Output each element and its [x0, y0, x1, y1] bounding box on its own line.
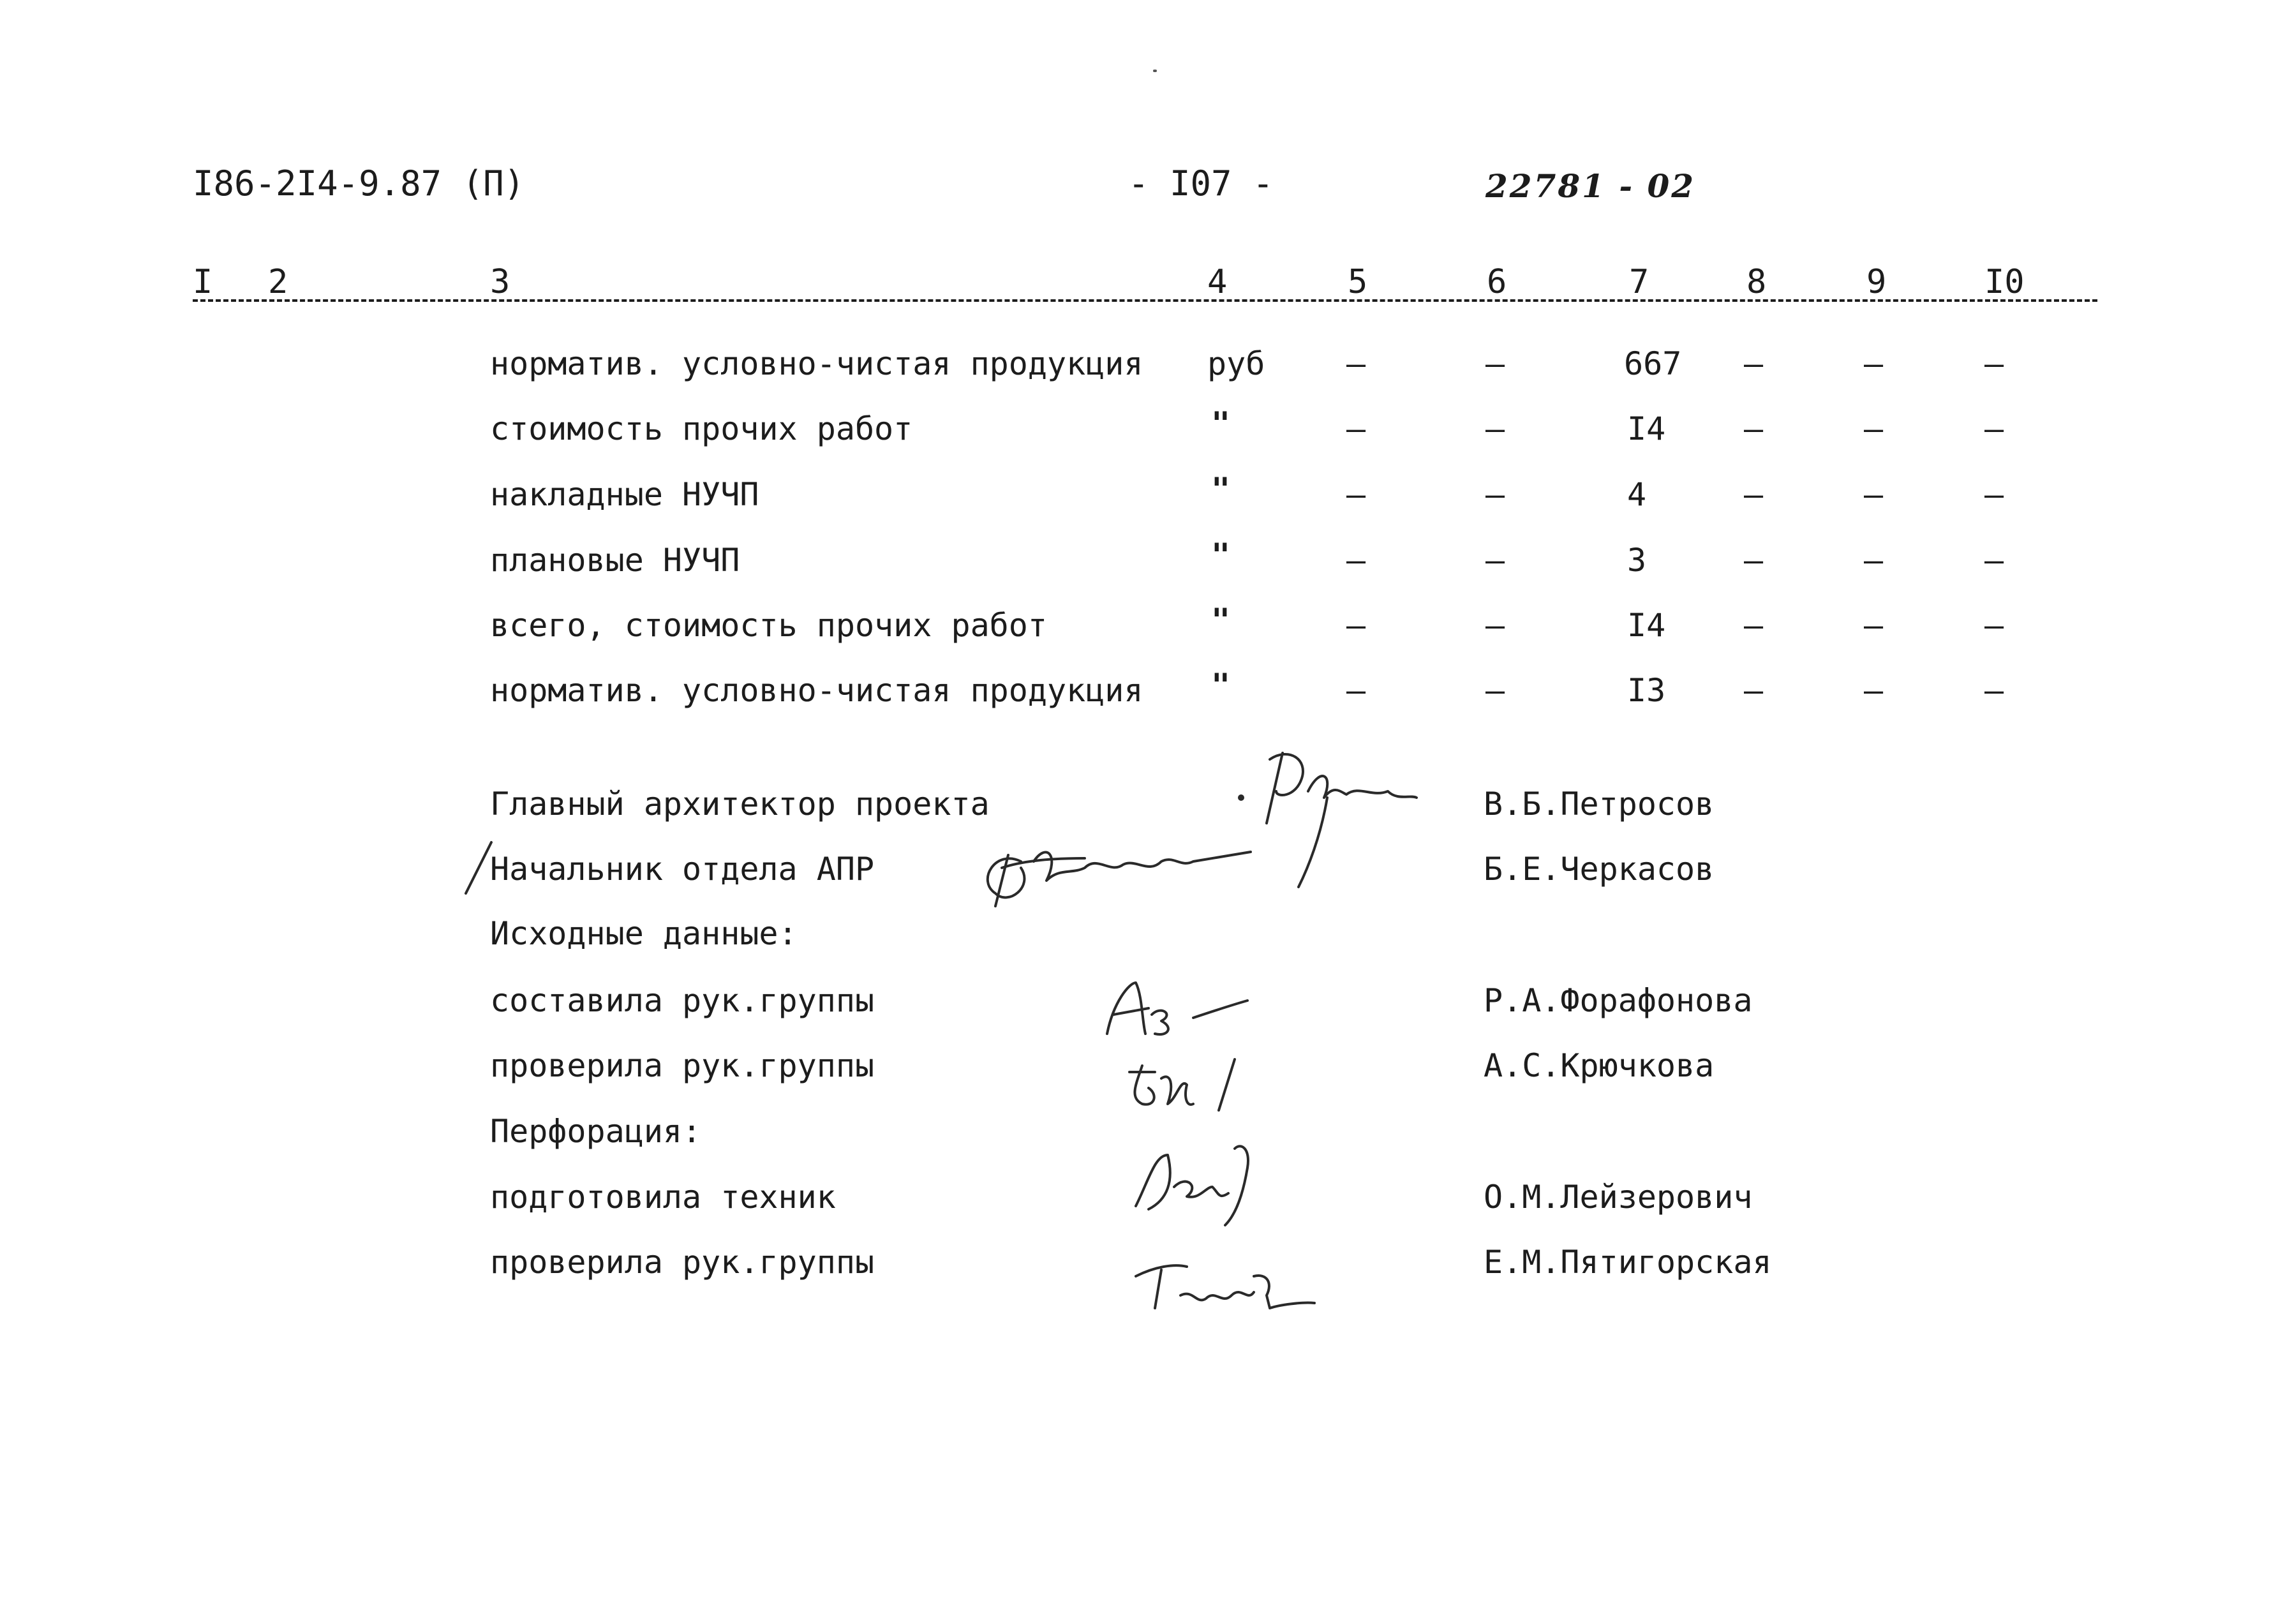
row-col6: – [1485, 607, 1505, 644]
row-col7: I4 [1627, 607, 1666, 644]
section-heading: Перфорация: [490, 1113, 702, 1150]
row-col5: – [1346, 345, 1366, 382]
signature-role: подготовила техник [490, 1179, 836, 1216]
row-col9: – [1864, 542, 1884, 579]
signature-person: Е.М.Пятигорская [1484, 1244, 1772, 1281]
row-col6: – [1485, 542, 1505, 579]
column-number: 7 [1629, 263, 1649, 301]
signature-role: Главный архитектор проекта [490, 786, 990, 823]
row-col6: – [1485, 672, 1505, 709]
row-col9: – [1864, 672, 1884, 709]
row-name: норматив. условно-чистая продукция [490, 345, 1143, 382]
row-col8: – [1744, 345, 1764, 382]
row-unit: " [1211, 602, 1231, 639]
column-number: 9 [1866, 263, 1887, 301]
row-unit: " [1211, 471, 1231, 508]
row-col7: 667 [1624, 345, 1682, 382]
row-col8: – [1744, 542, 1764, 579]
column-number: I [193, 263, 213, 301]
row-col10: – [1984, 476, 2004, 513]
column-number: 5 [1348, 263, 1368, 301]
signature-role: проверила рук.группы [490, 1047, 875, 1084]
signature-person: О.М.Лейзерович [1484, 1179, 1753, 1216]
column-number: 4 [1207, 263, 1228, 301]
row-col7: 4 [1627, 476, 1647, 513]
row-col5: – [1346, 410, 1366, 447]
section-heading: Исходные данные: [490, 915, 798, 952]
signature-role: составила рук.группы [490, 982, 875, 1019]
column-number: 3 [490, 263, 510, 301]
row-name: всего, стоимость прочих работ [490, 607, 1047, 644]
row-col9: – [1864, 607, 1884, 644]
column-number: 6 [1487, 263, 1507, 301]
row-col7: 3 [1627, 542, 1647, 579]
signature-person: Р.А.Форафонова [1484, 982, 1753, 1019]
signature-role: проверила рук.группы [490, 1244, 875, 1281]
row-col10: – [1984, 672, 2004, 709]
row-unit: " [1211, 405, 1231, 442]
row-col9: – [1864, 410, 1884, 447]
row-col5: – [1346, 672, 1366, 709]
column-number: I0 [1984, 263, 2025, 301]
document-code: I86-2I4-9.87 (П) [193, 163, 525, 204]
row-unit: " [1211, 537, 1231, 574]
row-col9: – [1864, 476, 1884, 513]
row-col10: – [1984, 345, 2004, 382]
row-col5: – [1346, 607, 1366, 644]
signature-person: Б.Е.Черкасов [1484, 851, 1715, 888]
row-col8: – [1744, 672, 1764, 709]
row-col7: I4 [1627, 410, 1666, 447]
row-unit: " [1211, 667, 1231, 704]
row-name: норматив. условно-чистая продукция [490, 672, 1143, 709]
column-number: 2 [268, 263, 288, 301]
page-number: - I07 - [1128, 163, 1274, 204]
row-col10: – [1984, 542, 2004, 579]
row-name: накладные НУЧП [490, 476, 759, 513]
signature-person: В.Б.Петросов [1484, 786, 1715, 823]
row-col6: – [1485, 410, 1505, 447]
row-name: стоимость прочих работ [490, 410, 913, 447]
document-number: 22781 - 02 [1485, 167, 1696, 205]
row-name: плановые НУЧП [490, 542, 740, 579]
row-col10: – [1984, 607, 2004, 644]
row-col5: – [1346, 476, 1366, 513]
column-number: 8 [1746, 263, 1767, 301]
row-col8: – [1744, 410, 1764, 447]
row-col8: – [1744, 607, 1764, 644]
row-unit: руб [1207, 345, 1265, 382]
row-col8: – [1744, 476, 1764, 513]
row-col6: – [1485, 345, 1505, 382]
signature-role: Начальник отдела АПР [490, 851, 875, 888]
row-col6: – [1485, 476, 1505, 513]
row-col9: – [1864, 345, 1884, 382]
row-col7: I3 [1627, 672, 1666, 709]
row-col5: – [1346, 542, 1366, 579]
row-col10: – [1984, 410, 2004, 447]
signature-person: А.С.Крючкова [1484, 1047, 1715, 1084]
